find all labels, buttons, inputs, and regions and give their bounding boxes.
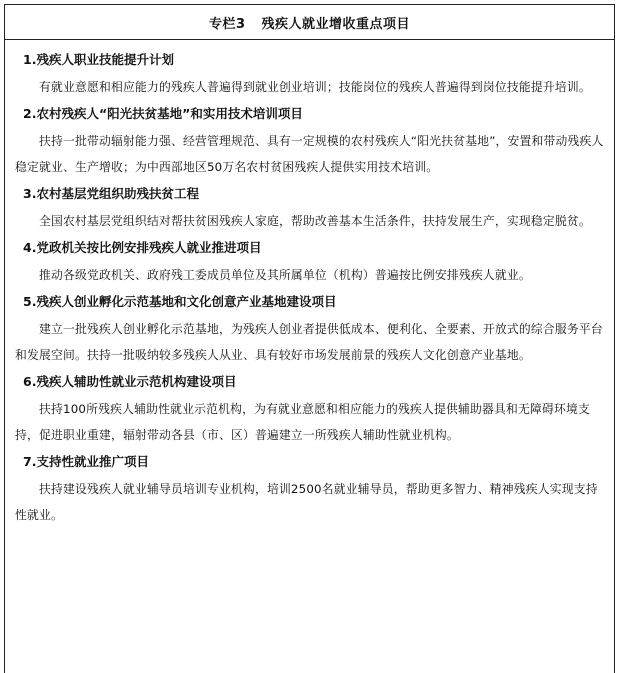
project-section: [15, 450, 604, 528]
section-body: 全国农村基层党组织结对帮扶贫困残疾人家庭，帮助改善基本生活条件，扶持发展生产，实现稳定脱贫。: [39, 214, 591, 228]
section-body: 建立一批残疾人创业孵化示范基地，为残疾人创业者提供低成本、便利化、全要素、开放式的综合服务平台和发展空间。扶持一批吸纳较多残疾人从业、具有较好市场发展前景的残疾人文化创意产业基地。: [15, 322, 603, 362]
section-body: 推动各级党政机关、政府残工委成员单位及其所属单位（机构）普遍按比例安排残疾人就业。: [39, 268, 531, 282]
section-title: 6.残疾人辅助性就业示范机构建设项目: [23, 374, 237, 389]
feature-box: [4, 4, 615, 673]
section-title: 7.支持性就业推广项目: [23, 454, 149, 469]
box-header: [5, 5, 614, 40]
project-section: [15, 370, 604, 448]
section-body: 有就业意愿和相应能力的残疾人普遍得到就业创业培训；技能岗位的残疾人普遍得到岗位技能提升培训。: [39, 80, 591, 94]
project-section: [15, 290, 604, 368]
section-title: 2.农村残疾人“阳光扶贫基地”和实用技术培训项目: [23, 106, 303, 121]
column-label: 专栏3: [208, 16, 246, 32]
project-section: [15, 182, 604, 234]
section-body: 扶持建设残疾人就业辅导员培训专业机构，培训2500名就业辅导员，帮助更多智力、精神残疾人实现支持性就业。: [15, 482, 598, 522]
project-section: [15, 102, 604, 180]
section-title: 4.党政机关按比例安排残疾人就业推进项目: [23, 240, 262, 255]
project-section: [15, 236, 604, 288]
section-title: 3.农村基层党组织助残扶贫工程: [23, 186, 199, 201]
section-body: 扶持一批带动辐射能力强、经营管理规范、具有一定规模的农村残疾人“阳光扶贫基地”，安置和带动残疾人稳定就业、生产增收；为中西部地区50万名农村贫困残疾人提供实用技术培训。: [15, 134, 604, 174]
box-title: 残疾人就业增收重点项目: [261, 16, 411, 32]
section-title: 5.残疾人创业孵化示范基地和文化创意产业基地建设项目: [23, 294, 337, 309]
section-body: 扶持100所残疾人辅助性就业示范机构，为有就业意愿和相应能力的残疾人提供辅助器具和无障碍环境支持，促进职业重建，辐射带动各县（市、区）普遍建立一所残疾人辅助性就业机构。: [15, 402, 590, 442]
box-content: [5, 40, 614, 528]
project-section: [15, 48, 604, 100]
section-title: 1.残疾人职业技能提升计划: [23, 52, 174, 67]
